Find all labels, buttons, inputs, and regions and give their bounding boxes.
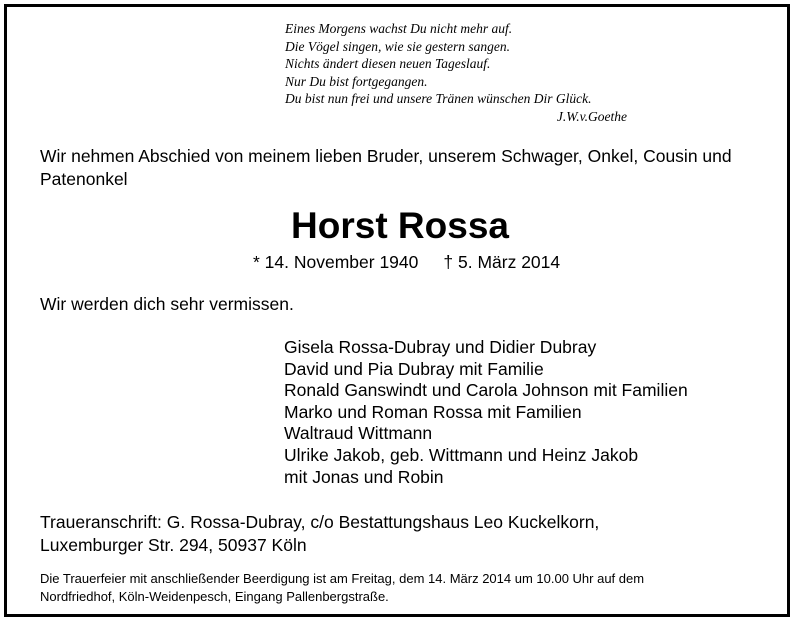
mourner-entry: Ronald Ganswindt und Carola Johnson mit Familien xyxy=(284,380,688,401)
death-date: † 5. März 2014 xyxy=(443,252,561,272)
mourner-entry: David und Pia Dubray mit Familie xyxy=(284,358,544,379)
poem-line: Du bist nun frei und unsere Tränen wünschen Dir Glück. xyxy=(285,91,592,106)
mourner-entry: Marko und Roman Rossa mit Familien xyxy=(284,401,582,422)
address-line: Luxemburger Str. 294, 50937 Köln xyxy=(40,535,307,555)
poem-line: Nur Du bist fortgegangen. xyxy=(285,73,428,89)
funeral-notice xyxy=(40,570,780,606)
poem-line: Eines Morgens wachst Du nicht mehr auf. xyxy=(285,21,513,36)
notice-line: Nordfriedhof, Köln-Weidenpesch, Eingang Pallenbergstraße. xyxy=(40,589,389,604)
mourner-entry: Gisela Rossa-Dubray und Didier Dubray xyxy=(284,337,597,357)
mourner-entry: Waltraud Wittmann xyxy=(284,423,433,444)
mourner-entry: mit Jonas und Robin xyxy=(284,466,444,487)
deceased-name: Horst Rossa xyxy=(291,205,509,246)
poem-line: Die Vögel singen, wie sie gestern sangen. xyxy=(285,38,510,54)
mourner-entry: Ulrike Jakob, geb. Wittmann und Heinz Jakob xyxy=(284,444,639,465)
poem-block xyxy=(285,20,645,125)
mourners-list xyxy=(284,337,688,488)
farewell-message: Wir werden dich sehr vermissen. xyxy=(40,294,294,314)
birth-date: * 14. November 1940 xyxy=(253,252,419,272)
life-dates xyxy=(253,250,560,274)
mourning-address xyxy=(40,511,599,557)
poem-line: Nichts ändert diesen neuen Tageslauf. xyxy=(285,56,491,71)
address-line: Traueranschrift: G. Rossa-Dubray, c/o Bestattungshaus Leo Kuckelkorn, xyxy=(40,512,600,532)
farewell-intro: Wir nehmen Abschied von meinem lieben Bruder, unserem Schwager, Onkel, Cousin und Patenonkel xyxy=(40,146,732,189)
notice-line: Die Trauerfeier mit anschließender Beerdigung ist am Freitag, dem 14. März 2014 um 10.00 Uhr auf dem xyxy=(40,571,645,586)
poem-author: J.W.v.Goethe xyxy=(556,108,627,124)
